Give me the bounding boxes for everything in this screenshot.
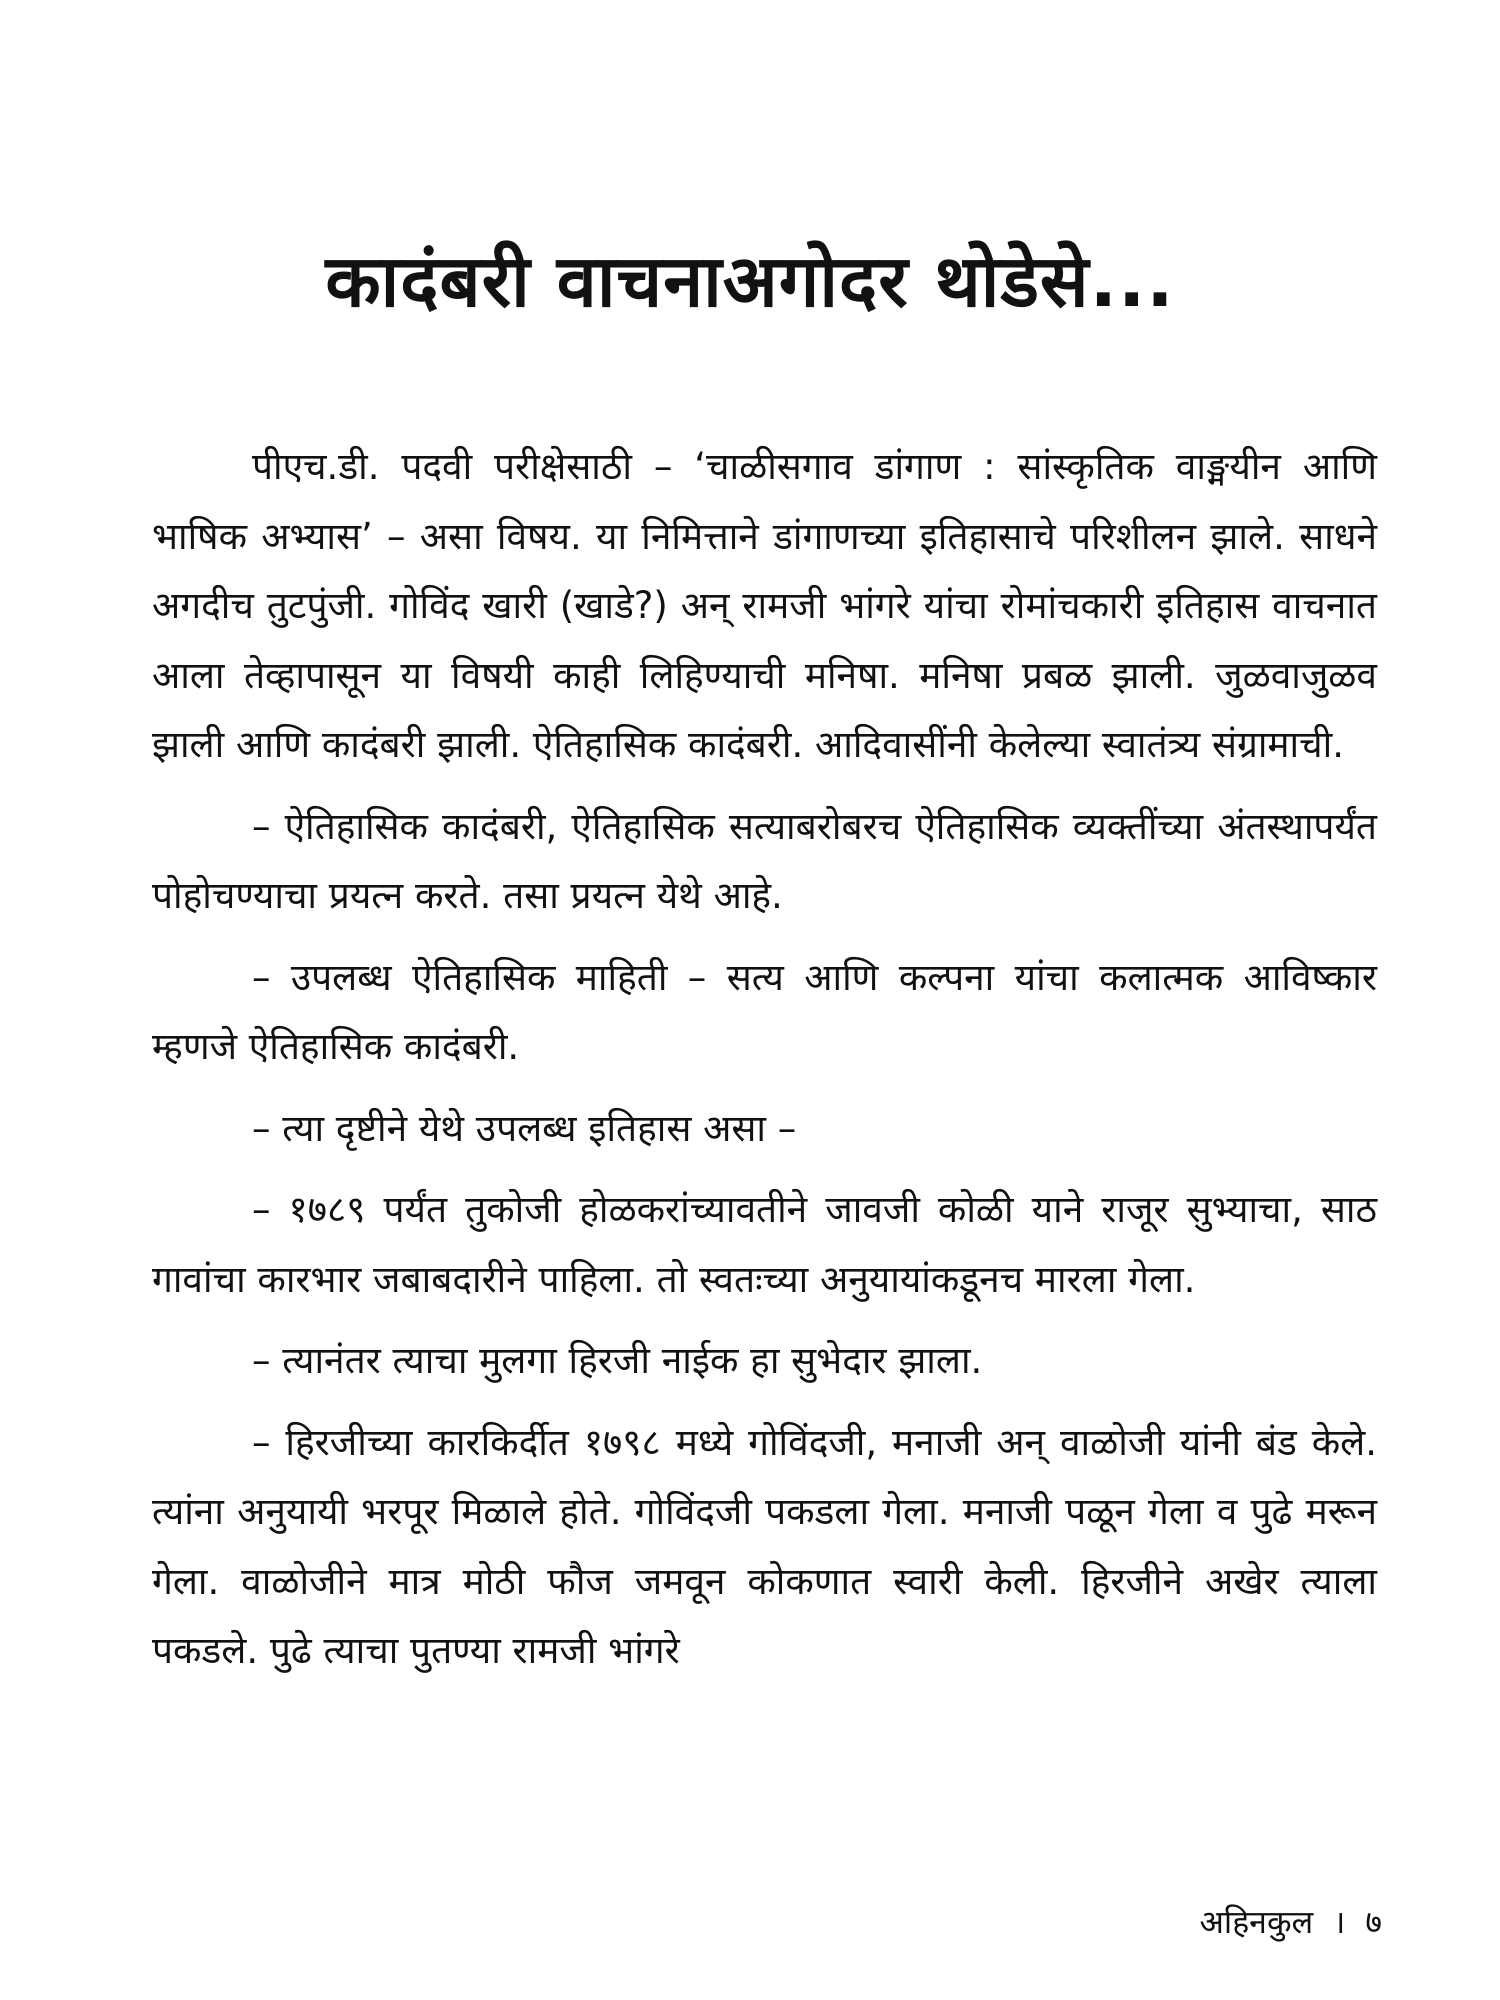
paragraph-6: – त्यानंतर त्याचा मुलगा हिरजी नाईक हा सुभेदार झाला.	[252, 1339, 983, 1382]
paragraph-4: – त्या दृष्टीने येथे उपलब्ध इतिहास असा –	[252, 1106, 797, 1150]
chapter-body	[152, 432, 1377, 1698]
paragraph-7: – हिरजीच्या कारकिर्दीत १७९८ मध्ये गोविंदजी, मनाजी अन् वाळोजी यांनी बंड केले. त्यांना अनुयायी भरपूर मिळाले होते. गोविंदजी पकडला गेला. मनाजी पळून गेला व पुढे मरून गेला. वाळोजीने मात्र मोठी फौज जमवून कोकणात स्वारी केली. हिरजीने अखेर त्याला पकडले. पुढे त्याचा पुतण्या रामजी भांगरे	[152, 1420, 1377, 1672]
page-footer	[1199, 1900, 1382, 1943]
paragraph-5: – १७८९ पर्यंत तुकोजी होळकरांच्यावतीने जावजी कोळी याने राजूर सुभ्याचा, साठ गावांचा कारभार जबाबदारीने पाहिला. तो स्वतःच्या अनुयायांकडूनच मारला गेला.	[152, 1188, 1377, 1301]
paragraph-2: – ऐतिहासिक कादंबरी, ऐतिहासिक सत्याबरोबरच ऐतिहासिक व्यक्तींच्या अंतस्थापर्यंत पोहोचण्याचा प्रयत्न करते. तसा प्रयत्न येथे आहे.	[152, 804, 1377, 917]
footer-separator: ।	[1333, 1903, 1346, 1941]
paragraph-1: पीएच.डी. पदवी परीक्षेसाठी – ‘चाळीसगाव डांगाण : सांस्कृतिक वाङ्मयीन आणि भाषिक अभ्यास’ – असा विषय. या निमित्ताने डांगाणच्या इतिहासाचे परिशीलन झाले. साधने अगदीच तुटपुंजी. गोविंद खारी (खाडे?) अन् रामजी भांगरे यांचा रोमांचकारी इतिहास वाचनात आला तेव्हापासून या विषयी काही लिहिण्याची मनिषा. मनिषा प्रबळ झाली. जुळवाजुळव झाली आणि कादंबरी झाली. ऐतिहासिक कादंबरी. आदिवासींनी केलेल्या स्वातंत्र्य संग्रामाची.	[152, 445, 1377, 766]
paragraph-3: – उपलब्ध ऐतिहासिक माहिती – सत्य आणि कल्पना यांचा कलात्मक आविष्कार म्हणजे ऐतिहासिक कादंबरी.	[152, 955, 1377, 1068]
page-number: ७	[1365, 1903, 1382, 1941]
footer-book-title: अहिनकुल	[1199, 1903, 1314, 1941]
chapter-title: कादंबरी वाचनाअगोदर थोडेसे...	[325, 239, 1175, 323]
